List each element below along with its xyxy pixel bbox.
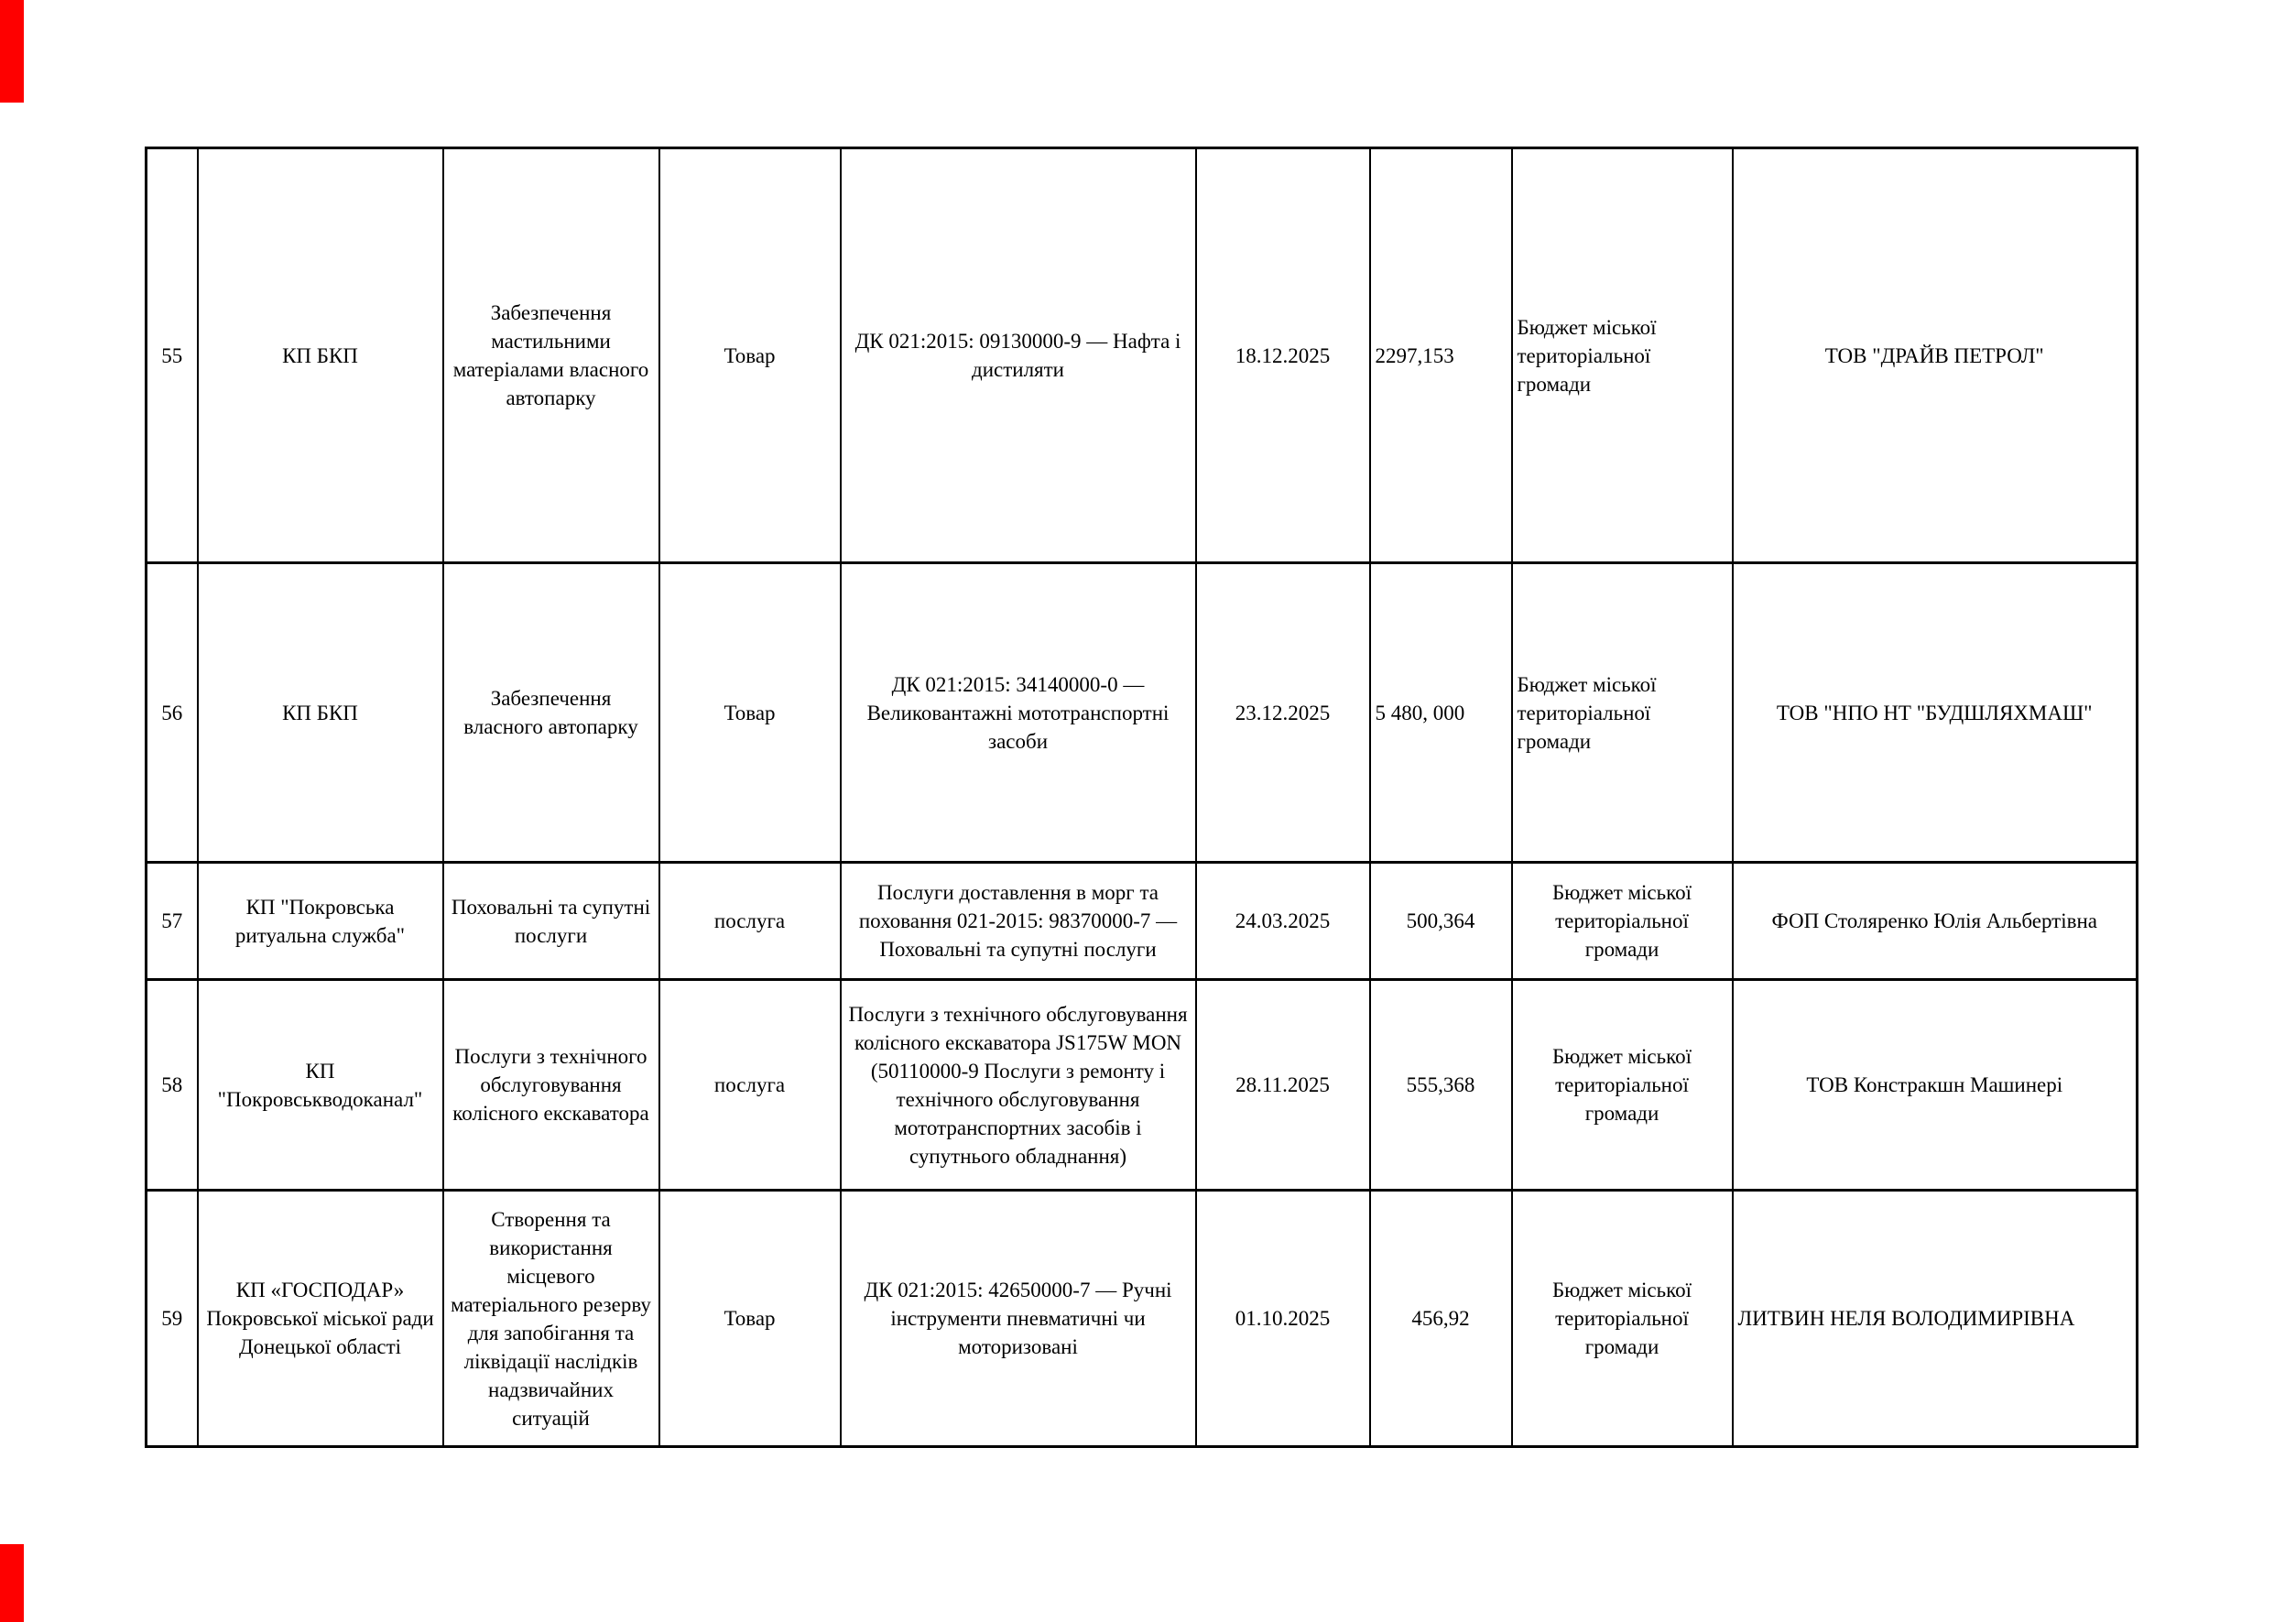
cell-row-number: 55 [147,148,198,563]
cell-date: 24.03.2025 [1196,863,1370,980]
cell-organization: КП "Покровська ритуальна служба" [198,863,443,980]
cell-row-number: 58 [147,980,198,1191]
cell-supplier: ТОВ "ДРАЙВ ПЕТРОЛ" [1733,148,2138,563]
cell-type: Товар [659,1191,841,1447]
cell-date: 28.11.2025 [1196,980,1370,1191]
cell-supplier: ЛИТВИН НЕЛЯ ВОЛОДИМИРІВНА [1733,1191,2138,1447]
cell-row-number: 59 [147,1191,198,1447]
cell-subject: ДК 021:2015: 34140000-0 — Великовантажні мототранспортні засоби [841,563,1196,863]
cell-date: 23.12.2025 [1196,563,1370,863]
cell-budget: Бюджет міської територіальної громади [1512,863,1733,980]
page-edge-marker-top [0,0,24,103]
cell-type: Товар [659,563,841,863]
cell-subject: Послуги доставлення в морг та поховання 021-2015: 98370000-7 — Поховальні та супутні послуги [841,863,1196,980]
cell-description: Забезпечення власного автопарку [443,563,659,863]
page-edge-marker-bottom [0,1544,24,1622]
cell-budget: Бюджет міської територіальної громади [1512,148,1733,563]
cell-amount: 500,364 [1370,863,1512,980]
cell-type: послуга [659,980,841,1191]
cell-organization: КП БКП [198,563,443,863]
cell-amount: 2297,153 [1370,148,1512,563]
cell-amount: 5 480, 000 [1370,563,1512,863]
table-row [147,980,2138,1191]
cell-type: Товар [659,148,841,563]
cell-subject: Послуги з технічного обслуговування колісного екскаватора JS175W MON (50110000-9 Послуги з ремонту і технічного обслуговування мототранспортних засобів і супутнього обладнання) [841,980,1196,1191]
cell-organization: КП «ГОСПОДАР» Покровської міської ради Донецької області [198,1191,443,1447]
cell-amount: 555,368 [1370,980,1512,1191]
cell-organization: КП "Покровськводоканал" [198,980,443,1191]
table-row [147,1191,2138,1447]
cell-budget: Бюджет міської територіальної громади [1512,1191,1733,1447]
cell-description: Послуги з технічного обслуговування колісного екскаватора [443,980,659,1191]
cell-supplier: ТОВ "НПО НТ "БУДШЛЯХМАШ" [1733,563,2138,863]
cell-date: 01.10.2025 [1196,1191,1370,1447]
cell-subject: ДК 021:2015: 42650000-7 — Ручні інструменти пневматичні чи моторизовані [841,1191,1196,1447]
cell-type: послуга [659,863,841,980]
cell-budget: Бюджет міської територіальної громади [1512,980,1733,1191]
table-row [147,148,2138,563]
procurement-table [145,147,2138,1448]
cell-amount: 456,92 [1370,1191,1512,1447]
cell-organization: КП БКП [198,148,443,563]
table-row [147,863,2138,980]
cell-date: 18.12.2025 [1196,148,1370,563]
table-row [147,563,2138,863]
cell-row-number: 56 [147,563,198,863]
cell-description: Створення та використання місцевого матеріального резерву для запобігання та ліквідації наслідків надзвичайних ситуацій [443,1191,659,1447]
cell-budget: Бюджет міської територіальної громади [1512,563,1733,863]
cell-description: Поховальні та супутні послуги [443,863,659,980]
cell-subject: ДК 021:2015: 09130000-9 — Нафта і дистиляти [841,148,1196,563]
cell-supplier: ТОВ Констракшн Машинері [1733,980,2138,1191]
cell-row-number: 57 [147,863,198,980]
cell-description: Забезпечення мастильними матеріалами власного автопарку [443,148,659,563]
cell-supplier: ФОП Столяренко Юлія Альбертівна [1733,863,2138,980]
